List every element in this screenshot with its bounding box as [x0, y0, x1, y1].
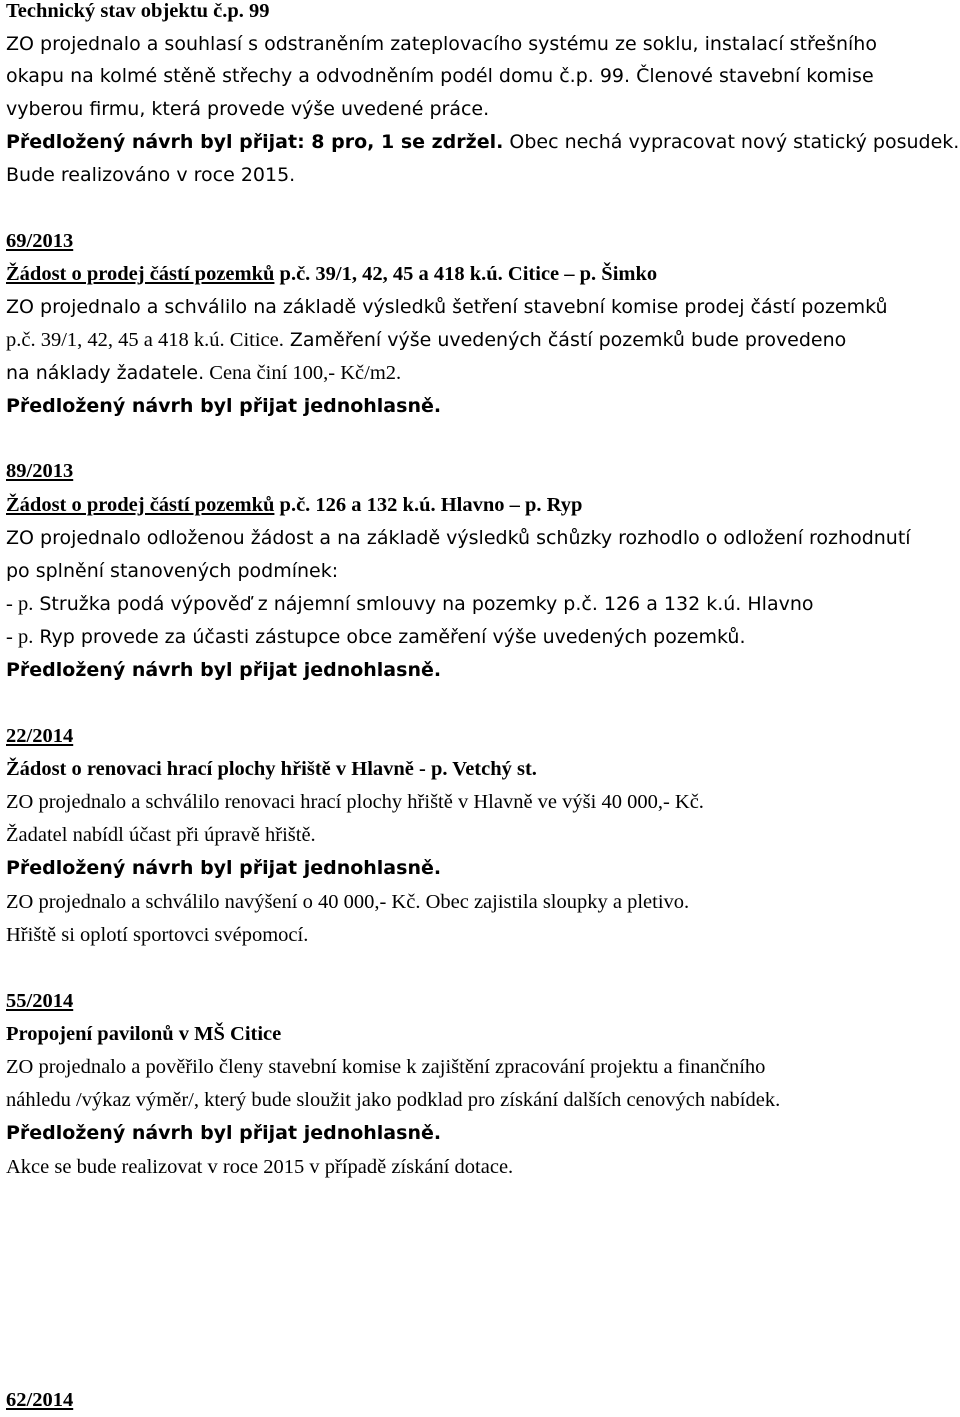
vote-result: Předložený návrh byl přijat jednohlasně. [6, 395, 442, 417]
paragraph-line: ZO projednalo a schválilo na základě výsledků šetření stavební komise prodej částí pozemků [6, 296, 888, 318]
paragraph-line: Akce se bude realizovat v roce 2015 v případě získání dotace. [6, 1156, 514, 1178]
paragraph-line: vyberou firmu, která provede výše uvedené práce. [6, 98, 490, 120]
paragraph-line: Bude realizováno v roce 2015. [6, 164, 296, 186]
paragraph-line: ZO projednalo a pověřilo členy stavební komise k zajištění zpracování projektu a finančního [6, 1056, 766, 1078]
list-text: Ryp provede za účasti zástupce obce zaměření výše uvedených pozemků. [33, 626, 746, 648]
title-rest: p.č. 126 a 132 k.ú. Hlavno [274, 494, 510, 516]
vote-result: Předložený návrh byl přijat: 8 pro, 1 se zdržel. [6, 131, 504, 153]
paragraph-line [6, 324, 846, 357]
paragraph-line [6, 357, 401, 390]
vote-result: Předložený návrh byl přijat jednohlasně. [6, 659, 442, 681]
list-marker: - p. [6, 626, 34, 648]
paragraph-line: po splnění stanovených podmínek: [6, 560, 339, 582]
title-underlined: Žádost o prodej částí pozemků [6, 263, 275, 285]
vote-result: Předložený návrh byl přijat jednohlasně. [6, 1122, 442, 1144]
paragraph-line: Žadatel nabídl účast při úpravě hřiště. [6, 824, 316, 846]
title-underlined: Žádost o prodej částí pozemků [6, 494, 275, 516]
resolution-number: 22/2014 [6, 725, 74, 747]
vote-result: Předložený návrh byl přijat jednohlasně. [6, 857, 442, 879]
paragraph-text: Obec nechá vypracovat nový statický posudek. [503, 131, 960, 153]
paragraph-line: Hřiště si oplotí sportovci svépomocí. [6, 924, 309, 946]
title-applicant: – p. Ryp [509, 494, 583, 516]
resolution-title: Propojení pavilonů v MŠ Citice [6, 1023, 282, 1045]
paragraph-line: náhledu /výkaz výměr/, který bude sloužit jako podklad pro získání dalších cenových nabídek. [6, 1089, 781, 1111]
paragraph-line: okapu na kolmé stěně střechy a odvodněním podél domu č.p. 99. Členové stavební komise [6, 65, 874, 87]
paragraph-text: na náklady žadatele. [6, 362, 205, 384]
list-text: Stružka podá výpověď z nájemní smlouvy na pozemky p.č. 126 a 132 k.ú. Hlavno [33, 593, 814, 615]
list-marker: - p. [6, 593, 34, 615]
resolution-number: 69/2013 [6, 230, 74, 252]
paragraph-line: ZO projednalo a souhlasí s odstraněním zateplovacího systému ze soklu, instalací střešního [6, 33, 877, 55]
resolution-number: 55/2014 [6, 990, 74, 1012]
resolution-title: Žádost o renovaci hrací plochy hřiště v Hlavně - p. Vetchý st. [6, 758, 537, 780]
title-rest: p.č. 39/1, 42, 45 a 418 k.ú. Citice [274, 263, 565, 285]
section-heading: Technický stav objektu č.p. 99 [6, 0, 270, 22]
resolution-title [6, 489, 582, 522]
resolution-title [6, 258, 657, 291]
resolution-number: 62/2014 [6, 1389, 74, 1411]
vote-result-line [6, 126, 959, 159]
title-applicant: – p. Šimko [564, 263, 658, 285]
paragraph-line: ZO projednalo a schválilo navýšení o 40 000,- Kč. Obec zajistila sloupky a pletivo. [6, 891, 690, 913]
parcel-reference: p.č. 39/1, 42, 45 a 418 k.ú. Citice. [6, 329, 284, 351]
list-item [6, 588, 814, 621]
resolution-number: 89/2013 [6, 460, 74, 482]
list-item [6, 621, 746, 654]
price-text: Cena činí 100,- Kč/m2. [204, 362, 402, 384]
paragraph-text: Zaměření výše uvedených částí pozemků bude provedeno [283, 329, 847, 351]
paragraph-line: ZO projednalo a schválilo renovaci hrací plochy hřiště v Hlavně ve výši 40 000,- Kč. [6, 791, 704, 813]
paragraph-line: ZO projednalo odloženou žádost a na základě výsledků schůzky rozhodlo o odložení rozhodnutí [6, 527, 911, 549]
